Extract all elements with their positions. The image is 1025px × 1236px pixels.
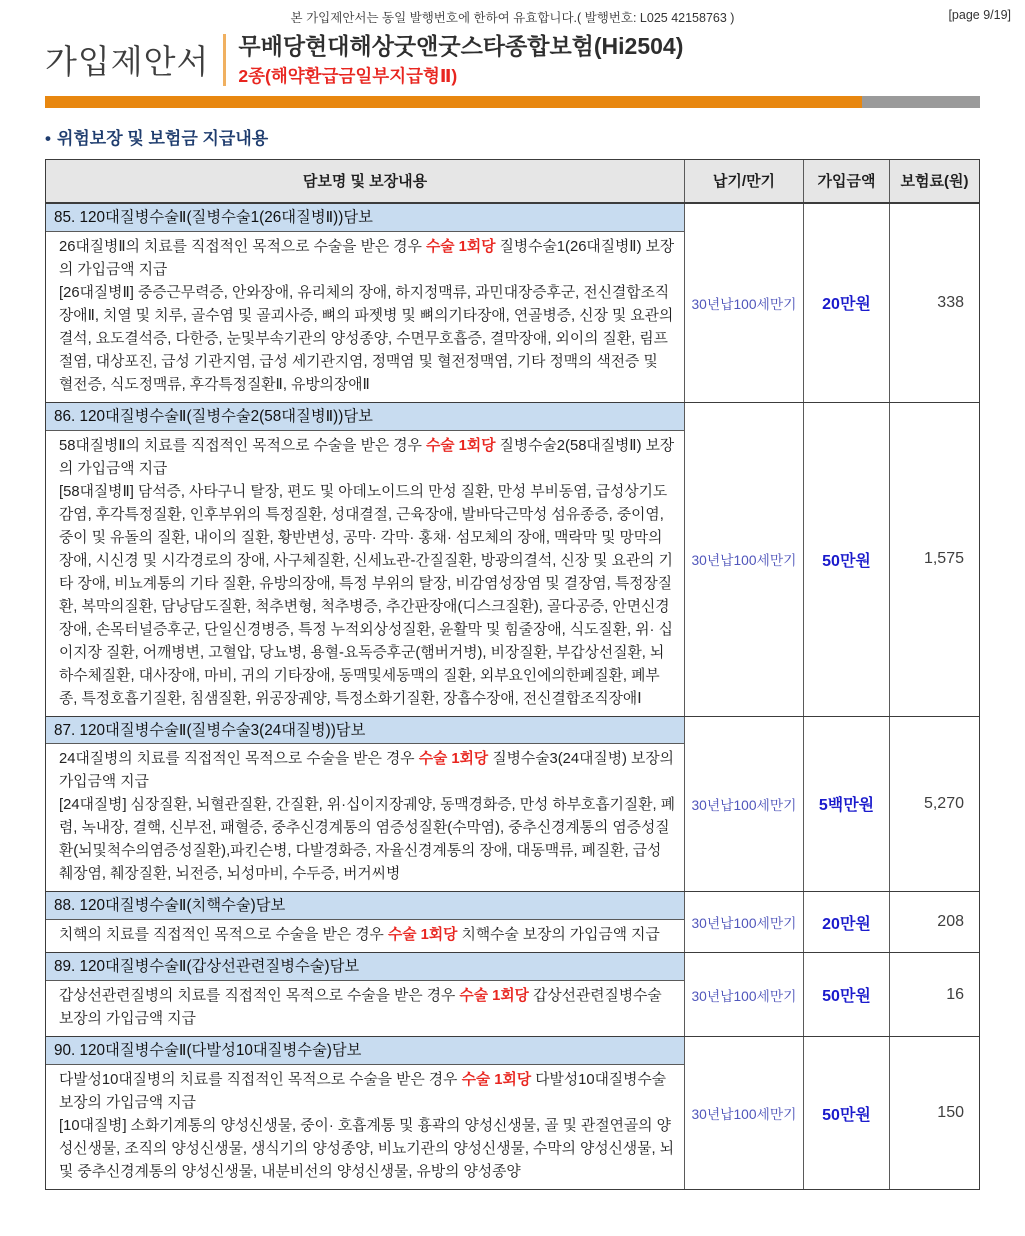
coverage-cell xyxy=(46,953,684,1036)
per-surgery-highlight: 수술 1회당 xyxy=(387,927,458,944)
bullet-icon: • xyxy=(45,128,51,148)
page-number: [page 9/19] xyxy=(948,8,1011,22)
amount-cell: 50만원 xyxy=(803,403,889,716)
product-header xyxy=(226,32,683,88)
desc-post: 질병수술3(24대질병) 보장의 가입금액 지급 xyxy=(59,751,674,791)
per-surgery-highlight: 수술 1회당 xyxy=(425,238,496,255)
amount-cell: 20만원 xyxy=(803,204,889,402)
payout-sentence xyxy=(59,236,676,282)
disease-list: [10대질병] 소화기계통의 양성신생물, 중이· 호흡계통 및 흉곽의 양성신생물, 골 및 관절연골의 양성신생물, 조직의 양성신생물, 생식기의 양성종양, 비뇨기관의 양성신생물, 수막의 양성신생물, 뇌 및 중추신경계통의 양성신생물, 내분비선의 양성신생물, 유방의 양성종양 xyxy=(59,1118,675,1180)
table-row xyxy=(46,1037,979,1189)
coverage-description xyxy=(46,232,684,402)
coverage-title: 85. 120대질병수술Ⅱ(질병수술1(26대질병Ⅱ))담보 xyxy=(46,204,684,232)
premium-cell: 208 xyxy=(889,892,979,952)
col-header-term: 납기/만기 xyxy=(684,160,803,202)
desc-post: 다발성10대질병수술 보장의 가입금액 지급 xyxy=(59,1072,667,1111)
per-surgery-highlight: 수술 1회당 xyxy=(425,437,496,454)
coverage-table xyxy=(45,159,980,1190)
desc-pre: 갑상선관련질병의 치료를 직접적인 목적으로 수술을 받은 경우 xyxy=(59,988,460,1005)
section-title xyxy=(45,124,1025,149)
amount-cell: 5백만원 xyxy=(803,717,889,892)
coverage-cell xyxy=(46,717,684,892)
doc-type-title: 가입제안서 xyxy=(45,43,210,81)
coverage-title: 90. 120대질병수술Ⅱ(다발성10대질병수술)담보 xyxy=(46,1037,684,1065)
premium-cell: 16 xyxy=(889,953,979,1036)
coverage-title: 89. 120대질병수술Ⅱ(갑상선관련질병수술)담보 xyxy=(46,953,684,981)
plan-type: 2종(해약환급금일부지급형Ⅱ) xyxy=(238,65,458,86)
desc-pre: 치핵의 치료를 직접적인 목적으로 수술을 받은 경우 xyxy=(59,927,388,944)
coverage-description xyxy=(46,1065,684,1189)
payout-sentence xyxy=(59,748,676,794)
accent-bar-gray xyxy=(862,96,980,108)
term-cell: 30년납100세만기 xyxy=(684,1037,803,1189)
payout-sentence xyxy=(59,435,676,481)
table-row xyxy=(46,892,979,953)
coverage-title: 88. 120대질병수술Ⅱ(치핵수술)담보 xyxy=(46,892,684,920)
premium-cell: 1,575 xyxy=(889,403,979,716)
per-surgery-highlight: 수술 1회당 xyxy=(461,1072,532,1088)
payout-sentence xyxy=(59,985,676,1031)
coverage-cell xyxy=(46,1037,684,1189)
coverage-description xyxy=(46,981,684,1036)
coverage-cell xyxy=(46,403,684,716)
term-cell: 30년납100세만기 xyxy=(684,953,803,1036)
col-header-premium: 보험료(원) xyxy=(889,160,979,202)
col-header-amount: 가입금액 xyxy=(803,160,889,202)
premium-cell: 150 xyxy=(889,1037,979,1189)
document-header xyxy=(45,32,980,88)
validity-notice: 본 가입제안서는 동일 발행번호에 한하여 유효합니다.( 발행번호: L025 42158763 ) xyxy=(290,11,735,25)
payout-sentence xyxy=(59,924,676,947)
amount-cell: 50만원 xyxy=(803,1037,889,1189)
desc-pre: 다발성10대질병의 치료를 직접적인 목적으로 수술을 받은 경우 xyxy=(59,1072,462,1088)
section-title-text: 위험보장 및 보험금 지급내용 xyxy=(56,128,269,148)
desc-post: 갑상선관련질병수술 보장의 가입금액 지급 xyxy=(59,988,662,1028)
desc-pre: 24대질병의 치료를 직접적인 목적으로 수술을 받은 경우 xyxy=(59,751,419,768)
accent-bar-orange xyxy=(45,96,862,108)
per-surgery-highlight: 수술 1회당 xyxy=(418,751,489,768)
term-cell: 30년납100세만기 xyxy=(684,204,803,402)
page-top-line xyxy=(0,0,1025,28)
desc-post: 질병수술2(58대질병Ⅱ) 보장의 가입금액 지급 xyxy=(59,437,675,477)
table-row xyxy=(46,717,979,893)
accent-bar xyxy=(45,96,980,108)
product-name: 무배당현대해상굿앤굿스타종합보험(Hi2504) xyxy=(238,33,684,59)
term-cell: 30년납100세만기 xyxy=(684,717,803,892)
term-cell: 30년납100세만기 xyxy=(684,892,803,952)
table-row xyxy=(46,403,979,717)
coverage-cell xyxy=(46,204,684,402)
per-surgery-highlight: 수술 1회당 xyxy=(459,988,529,1005)
coverage-description xyxy=(46,744,684,891)
table-header-row xyxy=(46,160,979,204)
premium-cell: 5,270 xyxy=(889,717,979,892)
term-cell: 30년납100세만기 xyxy=(684,403,803,716)
table-row xyxy=(46,204,979,403)
coverage-title: 87. 120대질병수술Ⅱ(질병수술3(24대질병))담보 xyxy=(46,717,684,745)
coverage-title: 86. 120대질병수술Ⅱ(질병수술2(58대질병Ⅱ))담보 xyxy=(46,403,684,431)
desc-pre: 26대질병Ⅱ의 치료를 직접적인 목적으로 수술을 받은 경우 xyxy=(59,238,426,255)
premium-cell: 338 xyxy=(889,204,979,402)
desc-post: 질병수술1(26대질병Ⅱ) 보장의 가입금액 지급 xyxy=(59,238,675,278)
desc-pre: 58대질병Ⅱ의 치료를 직접적인 목적으로 수술을 받은 경우 xyxy=(59,437,426,454)
col-header-coverage: 담보명 및 보장내용 xyxy=(302,173,428,191)
amount-cell: 50만원 xyxy=(803,953,889,1036)
disease-list: [26대질병Ⅱ] 중증근무력증, 안와장애, 유리체의 장애, 하지정맥류, 과민대장증후군, 전신결합조직장애Ⅱ, 치열 및 치루, 골수염 및 골괴사증, 뼈의 파젯병 및 뼈의기타장애, 연골병증, 신장 및 요관의 결석, 요도결석증, 다한증, 눈및부속기관의 양성종양, 수면무호흡증, 결막장애, 외이의 질환, 림프절염, 대상포진, 급성 기관지염, 급성 세기관지염, 정맥염 및 혈전정맥염, 기타 정맥의 색전증 및 혈전증, 식도정맥류, 후각특정질환Ⅱ, 유방의장애Ⅱ xyxy=(59,284,674,393)
payout-sentence xyxy=(59,1069,676,1115)
disease-list: [24대질병] 심장질환, 뇌혈관질환, 간질환, 위·십이지장궤양, 동맥경화증, 만성 하부호흡기질환, 폐렴, 녹내장, 결핵, 신부전, 패혈증, 중추신경계통의 염증성질환(수막염), 중추신경계통의 염증성질환(뇌및척수의염증성질환),파킨슨병, 다발경화증, 자율신경계통의 장애, 대동맥류, 폐질환, 급성 췌장염, 췌장질환, 뇌전증, 뇌성마비, 수두증, 버거씨병 xyxy=(59,797,676,883)
table-row xyxy=(46,953,979,1037)
disease-list: [58대질병Ⅱ] 담석증, 사타구니 탈장, 편도 및 아데노이드의 만성 질환, 만성 부비동염, 급성상기도감염, 후각특정질환, 인후부위의 특정질환, 성대결절, 근육장애, 발바닥근막성 섬유종증, 중이염, 중이 및 유돌의 질환, 내이의 질환, 황반변성, 공막· 각막· 홍채· 섬모체의 장애, 맥락막 및 망막의 장애, 시신경 및 시각경로의 장애, 사구체질환, 신세뇨관-간질질환, 방광의결석, 신장 및 요관의 기타 장애, 비뇨계통의 기타 질환, 유방의장애, 특정 부위의 탈장, 비감염성장염 및 결장염, 특정장질환, 복막의질환, 담낭담도질환, 척추변형, 척추병증, 추간판장애(디스크질환), 골다공증, 안면신경장애, 손목터널증후군, 단일신경병증, 특정 누적외상성질환, 윤활막 및 힘줄장애, 식도질환, 위· 십이지장 질환, 어깨병변, 고혈압, 당뇨병, 용혈-요독증후군(햄버거병), 비장질환, 부갑상선질환, 뇌하수체질환, 대사장애, 마비, 귀의 기타장애, 동맥및세동맥의 질환, 외부요인에의한폐질환, 폐부종, 특정호흡기질환, 침샘질환, 위공장궤양, 특정소화기질환, 장흡수장애, 전신결합조직장애Ⅰ xyxy=(59,483,673,707)
coverage-description xyxy=(46,920,684,952)
coverage-description xyxy=(46,431,684,716)
desc-post: 치핵수술 보장의 가입금액 지급 xyxy=(457,927,660,944)
amount-cell: 20만원 xyxy=(803,892,889,952)
coverage-cell xyxy=(46,892,684,952)
